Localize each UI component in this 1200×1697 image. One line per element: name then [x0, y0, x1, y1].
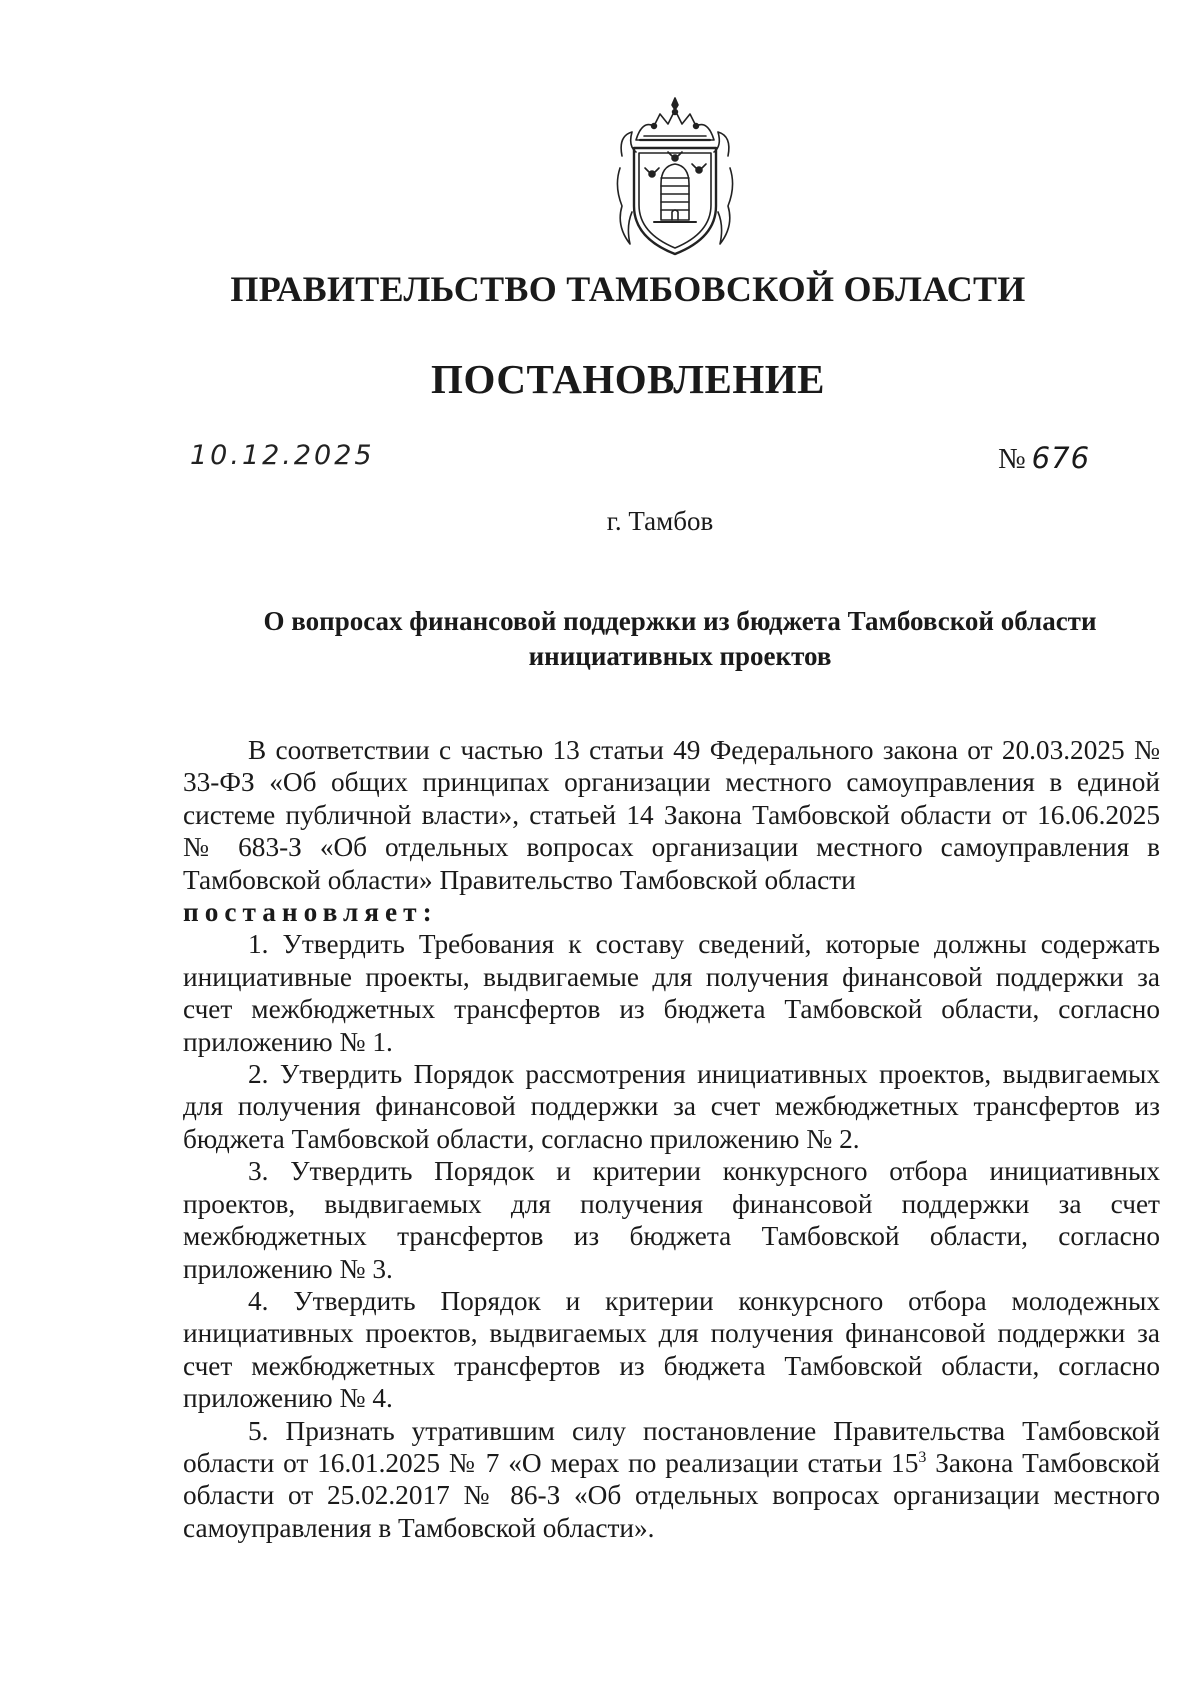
- document-subject: [200, 604, 1160, 674]
- handwritten-number: 676: [1031, 441, 1091, 475]
- item-5-paragraph: [183, 1415, 1160, 1545]
- item-5-superscript: 3: [918, 1448, 927, 1466]
- issuer-title: ПРАВИТЕЛЬСТВО ТАМБОВСКОЙ ОБЛАСТИ: [230, 269, 1026, 309]
- number-sign: №: [998, 443, 1026, 475]
- resolves-word: [183, 896, 1160, 928]
- subject-line-1: О вопросах финансовой поддержки из бюджета Тамбовской области: [263, 606, 1097, 636]
- document-number: [998, 441, 1090, 476]
- subject-line-2: инициативных проектов: [528, 641, 832, 671]
- document-type: ПОСТАНОВЛЕНИЕ: [431, 356, 825, 402]
- city-line: г. Тамбов: [606, 506, 714, 536]
- document-body: [183, 734, 1160, 1544]
- item-2-paragraph: 2. Утвердить Порядок рассмотрения инициативных проектов, выдвигаемых для получения финансовой поддержки за счет межбюджетных трансфертов из бюджета Тамбовской области, согласно приложению № 2.: [183, 1059, 1160, 1154]
- handwritten-date: 10.12.2025: [190, 440, 375, 471]
- item-5-text-part2: Закона Тамбовской области от 25.02.2017 № 86-З «Об отдельных вопросах организации местного самоуправления в Тамбовской области».: [183, 1447, 1160, 1543]
- item-1-paragraph: 1. Утвердить Требования к составу сведений, которые должны содержать инициативные проекты, выдвигаемые для получения финансовой поддержки за счет межбюджетных трансфертов из бюджета Тамбовской области, согласно приложению № 1.: [183, 929, 1160, 1057]
- resolves-label: постановляет:: [183, 897, 438, 928]
- item-5-text-part1: 5. Признать утратившим силу постановление Правительства Тамбовской области от 16.01.2025 № 7 «О мерах по реализации статьи 15: [183, 1415, 1160, 1478]
- preamble-paragraph: В соответствии с частью 13 статьи 49 Федерального закона от 20.03.2025 № 33-ФЗ «Об общих принципах организации местного самоуправления в единой системе публичной власти», статьей 14 Закона Тамбовской области от 16.06.2025 № 683-З «Об отдельных вопросах организации местного самоуправления в Тамбовской области» Правительство Тамбовской области: [183, 735, 1160, 895]
- coat-of-arms-icon: [614, 96, 736, 261]
- item-4-paragraph: 4. Утвердить Порядок и критерии конкурсного отбора молодежных инициативных проектов, выдвигаемых для получения финансовой поддержки за счет межбюджетных трансфертов из бюджета Тамбовской области, согласно приложению № 4.: [183, 1285, 1160, 1414]
- item-3-paragraph: 3. Утвердить Порядок и критерии конкурсного отбора инициативных проектов, выдвигаемых для получения финансовой поддержки за счет межбюджетных трансфертов из бюджета Тамбовской области, согласно приложению № 3.: [183, 1156, 1160, 1284]
